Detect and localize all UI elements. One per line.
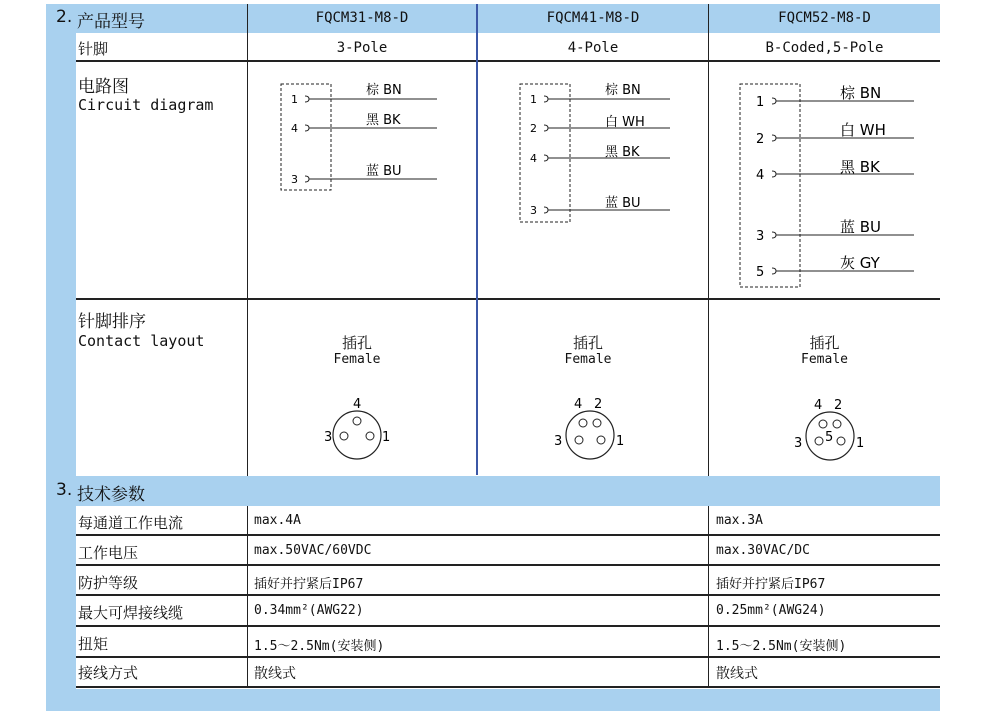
row-divider [76, 60, 940, 62]
column-divider [476, 4, 478, 475]
circuit-diagram-1 [271, 70, 451, 200]
spec-sheet [46, 0, 940, 711]
svg-text:蓝 BU: 蓝 BU [840, 218, 882, 236]
row-divider [76, 656, 940, 658]
svg-text:4: 4 [574, 397, 583, 412]
contact-type-cn-2: 插孔 [572, 334, 603, 352]
spec-label: 工作电压 [78, 544, 139, 562]
spec-value: max.50VAC/60VDC [254, 543, 372, 558]
column-divider [247, 4, 248, 476]
circuit-pin [291, 113, 437, 135]
spec-value: 0.25mm²(AWG24) [716, 603, 826, 618]
svg-text:棕 BN: 棕 BN [840, 84, 882, 102]
svg-text:灰 GY: 灰 GY [840, 254, 880, 272]
svg-text:3: 3 [291, 173, 298, 186]
spec-value: max.4A [254, 513, 301, 528]
svg-text:棕 BN: 棕 BN [605, 83, 641, 98]
svg-text:1: 1 [756, 95, 765, 110]
spec-value: max.30VAC/DC [716, 543, 810, 558]
svg-text:黑 BK: 黑 BK [605, 145, 640, 160]
svg-text:4: 4 [353, 397, 362, 412]
svg-text:1: 1 [291, 93, 298, 106]
contact-type-cn-3: 插孔 [809, 334, 840, 352]
circuit-diagram-2 [510, 70, 690, 230]
circuit-pin [291, 82, 437, 106]
spec-value: max.3A [716, 513, 763, 528]
circuit-pin [756, 84, 914, 110]
section3-number: 3. [56, 480, 73, 500]
row-divider [76, 534, 940, 536]
row-divider [76, 564, 940, 566]
circuit-pin [756, 121, 914, 147]
svg-text:4: 4 [530, 152, 537, 165]
circuit-pin [291, 163, 437, 186]
spec-label: 防护等级 [78, 574, 139, 592]
svg-text:4: 4 [291, 122, 298, 135]
spec-label: 接线方式 [78, 664, 139, 682]
svg-text:4: 4 [814, 398, 823, 413]
svg-text:3: 3 [756, 229, 765, 244]
connector-face-3 [792, 394, 868, 466]
spec-label: 最大可焊接线缆 [78, 604, 184, 622]
contact-type-cn-1: 插孔 [341, 334, 372, 352]
svg-text:4: 4 [756, 168, 765, 183]
circuit-pin [530, 115, 670, 135]
column-divider [708, 506, 709, 688]
spec-value: 0.34mm²(AWG22) [254, 603, 364, 618]
spec-value: 1.5～2.5Nm(安装侧) [716, 639, 847, 654]
svg-text:1: 1 [382, 430, 391, 445]
section2-number: 2. [56, 7, 73, 27]
pin-count-1: 3-Pole [336, 40, 388, 56]
svg-text:2: 2 [530, 122, 537, 135]
pin-row-label: 针脚 [78, 40, 109, 58]
svg-text:3: 3 [554, 434, 563, 449]
section3-left-strip [46, 506, 76, 689]
svg-text:3: 3 [530, 204, 537, 217]
svg-text:蓝 BU: 蓝 BU [366, 164, 402, 179]
circuit-pin [756, 158, 914, 183]
section3-title: 技术参数 [77, 485, 145, 505]
connector-face-1 [322, 394, 392, 464]
svg-text:2: 2 [756, 132, 765, 147]
column-divider [247, 506, 248, 688]
contact-type-en-2: Female [564, 352, 612, 367]
spec-value: 插好并拧紧后IP67 [716, 577, 826, 592]
svg-text:蓝 BU: 蓝 BU [605, 196, 641, 211]
contact-type-en-3: Female [801, 352, 848, 367]
circuit-pin [530, 195, 670, 217]
column-divider [708, 4, 709, 476]
svg-text:5: 5 [825, 430, 834, 445]
circuit-pin [530, 82, 670, 106]
circuit-label-en: Circuit diagram [78, 96, 214, 114]
svg-text:白 WH: 白 WH [605, 115, 645, 130]
spec-label: 扭矩 [78, 635, 109, 653]
row-divider [76, 594, 940, 596]
svg-text:黑 BK: 黑 BK [366, 113, 401, 128]
contact-type-en-1: Female [333, 352, 381, 367]
svg-text:棕 BN: 棕 BN [366, 83, 402, 98]
section3-header-bar [46, 476, 940, 506]
circuit-diagram-3 [730, 70, 930, 295]
pin-count-3: B-Coded,5-Pole [765, 40, 884, 56]
svg-text:1: 1 [856, 436, 865, 451]
row-divider [76, 298, 940, 300]
contact-label-en: Contact layout [78, 332, 205, 350]
spec-value: 散线式 [254, 666, 296, 682]
spec-value: 插好并拧紧后IP67 [254, 577, 364, 592]
section2-left-strip [46, 33, 76, 476]
model-header-3: FQCM52-M8-D [778, 10, 871, 26]
svg-text:1: 1 [530, 93, 537, 106]
row-divider [76, 686, 940, 688]
spec-label: 每通道工作电流 [78, 514, 184, 532]
svg-text:黑 BK: 黑 BK [840, 158, 880, 176]
model-header-1: FQCM31-M8-D [315, 10, 409, 26]
connector-face-2 [552, 394, 628, 464]
svg-text:3: 3 [324, 430, 333, 445]
svg-text:3: 3 [794, 436, 803, 451]
spec-value: 散线式 [716, 666, 758, 682]
row-divider [76, 625, 940, 627]
svg-text:2: 2 [594, 397, 603, 412]
footer-bar [46, 689, 940, 711]
contact-label-cn: 针脚排序 [78, 312, 146, 332]
section2-title: 产品型号 [77, 12, 145, 32]
svg-text:白 WH: 白 WH [840, 121, 886, 139]
svg-text:1: 1 [616, 434, 625, 449]
circuit-pin [756, 254, 914, 280]
svg-text:5: 5 [756, 265, 765, 280]
model-header-2: FQCM41-M8-D [546, 10, 640, 26]
circuit-label-cn: 电路图 [78, 77, 129, 97]
pin-count-2: 4-Pole [567, 40, 619, 56]
svg-text:2: 2 [834, 398, 843, 413]
circuit-pin [530, 145, 670, 165]
spec-value: 1.5～2.5Nm(安装侧) [254, 639, 385, 654]
circuit-pin [756, 218, 914, 244]
